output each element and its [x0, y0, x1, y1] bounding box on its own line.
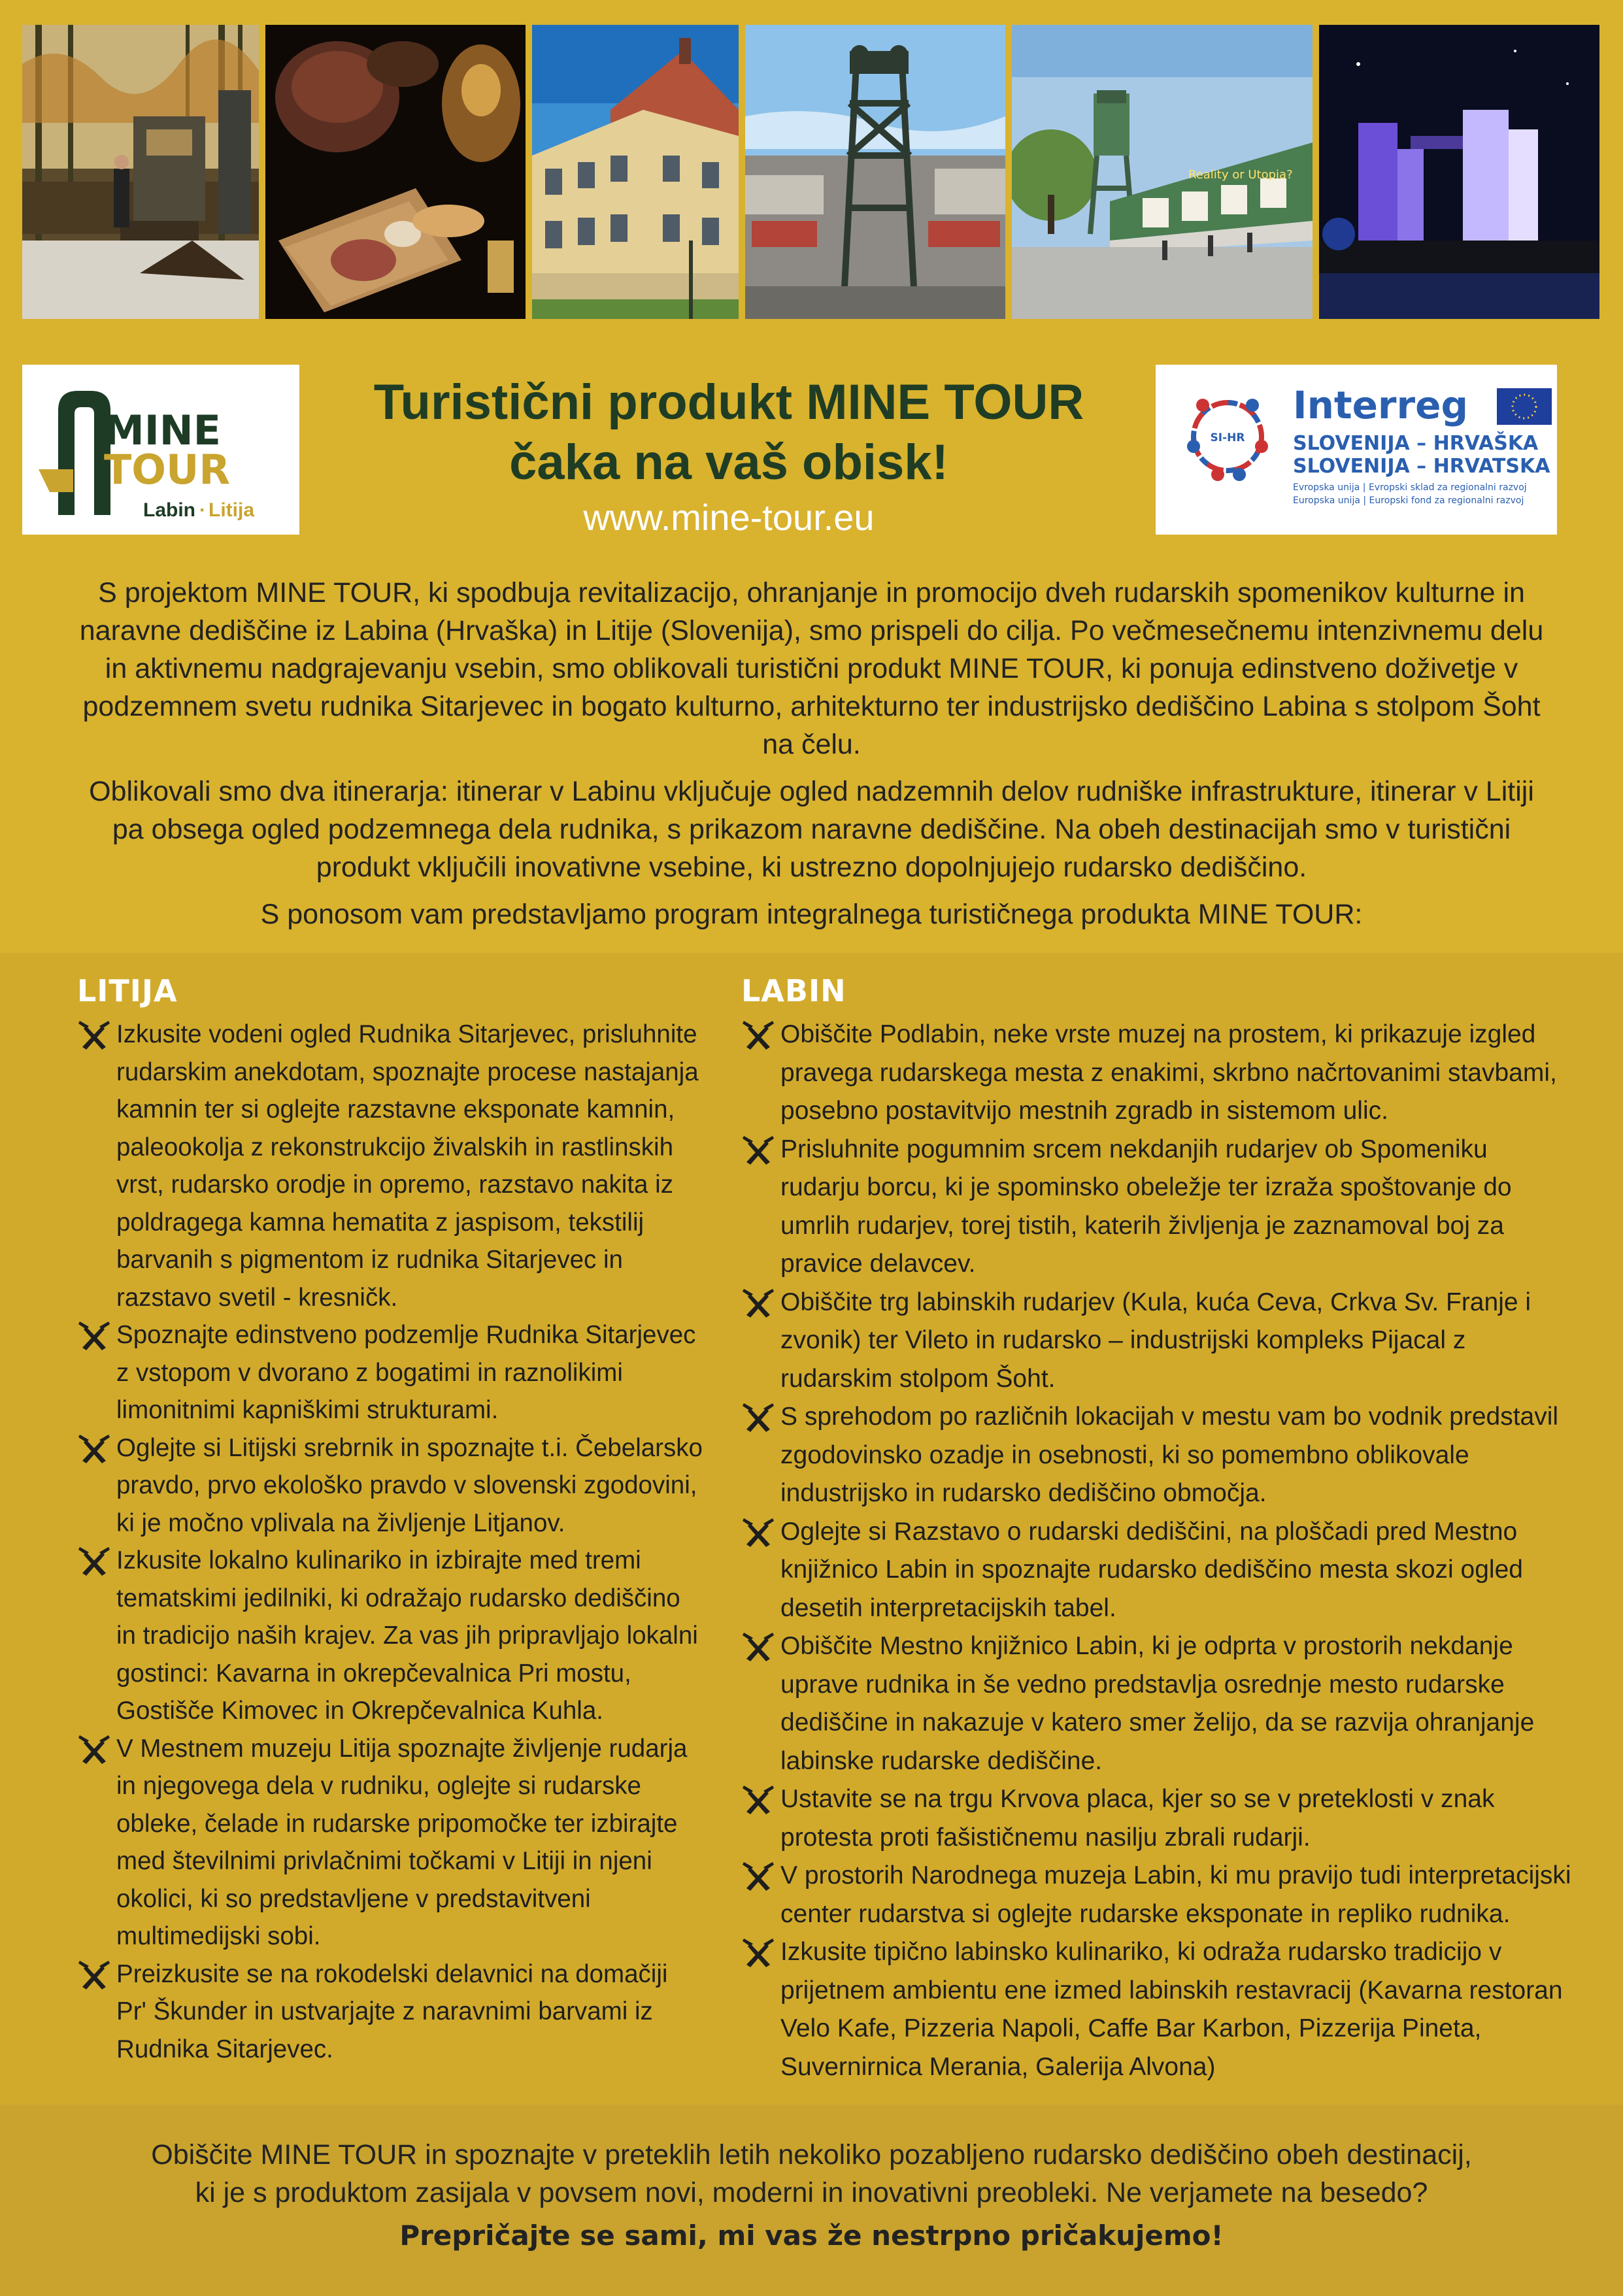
labin-item-text: Obiščite trg labinskih rudarjev (Kula, kuća Ceva, Crkva Sv. Franje i zvonik) ter Vileto in rudarsko – industrijski kompleks Pijacal z rudarskim stolpom Šoht. — [780, 1288, 1531, 1393]
litija-item-text: Preizkusite se na rokodelski delavnici na domačiji Pr' Škunder in ustvarjajte z naravnimi barvami iz Rudnika Sitarjevec. — [116, 1959, 668, 2063]
labin-list — [741, 1016, 1571, 2086]
labin-item-text: Obiščite Mestno knjižnico Labin, ki je odprta v prostorih nekdanje uprave rudnika in še vedno predstavlja osrednje mesto rudarske dediščine in nakazuje v katero smer želijo, da se razvija ohranjanje labinske rudarske dediščine. — [780, 1632, 1535, 1775]
interreg-logo-mark — [1156, 365, 1557, 535]
hammer-pick-icon — [741, 1937, 775, 1967]
litija-column — [77, 973, 705, 2068]
hammer-pick-icon — [741, 1135, 775, 1165]
list-item — [741, 1016, 1571, 1131]
miner-helmet-food-photo — [265, 25, 526, 319]
intro-paragraph-1: S projektom MINE TOUR, ki spodbuja revitalizacijo, ohranjanje in promocijo dveh rudarskih spomenikov kulturne in naravne dediščine iz Labina (Hrvaška) in Litije (Slovenija), smo prispeli do cilja. Po večmesečnemu intenzivnemu delu in aktivnemu nadgrajevanju vsebin, smo oblikovali turistični produkt MINE TOUR, ki ponuja edinstveno doživetje v podzemnem svetu rudnika Sitarjevec in bogato kulturno, arhitekturno ter industrijsko dediščino Labina s stolpom Šoht na čelu. — [79, 577, 1544, 760]
si-hr-badge: SI-HR — [1210, 431, 1245, 444]
litija-heading: LITIJA — [77, 973, 178, 1008]
labin-item-text: S sprehodom po različnih lokacijah v mestu vam bo vodnik predstavil zgodovinsko ozadje in osebnosti, ki so pomembno oblikovale industrijsko in rudarsko dediščino območja. — [780, 1403, 1559, 1507]
interreg-line1: SLOVENIJA – HRVAŠKA — [1293, 432, 1539, 455]
hammer-pick-icon — [77, 1320, 111, 1350]
forest-monument-photo — [22, 25, 259, 319]
website-url[interactable]: www.mine-tour.eu — [583, 497, 875, 538]
night-monument-photo — [1319, 25, 1599, 319]
list-item — [77, 1730, 705, 1955]
footer-cta: Prepričajte se sami, mi vas že nestrpno pričakujemo! — [399, 2220, 1224, 2252]
hammer-pick-icon — [741, 1020, 775, 1050]
mine-tour-logo — [22, 365, 299, 535]
exhibition-plaza-photo — [1012, 25, 1313, 319]
litija-item-text: Spoznajte edinstveno podzemlje Rudnika Sitarjevec z vstopom v dvorano z bogatimi in raznolikimi limonitnimi kapniškimi strukturami. — [116, 1321, 696, 1424]
interreg-small2: Europska unija | Europski fond za regionalni razvoj — [1293, 495, 1524, 506]
list-item — [77, 1955, 705, 2069]
list-item — [77, 1429, 705, 1542]
historic-building-photo — [532, 25, 739, 319]
list-item — [77, 1316, 705, 1429]
labin-item-text: Izkusite tipično labinsko kulinariko, ki odraža rudarsko tradicijo v prijetnem ambientu ene izmed labinskih restavracij (Kavarna restoran Velo Kafe, Pizzeria Napoli, Caffe Bar Karbon, Pizzerija Pineta, Suvernirnica Merania, Galerija Alvona) — [780, 1938, 1563, 2081]
mine-tour-logo-mark — [22, 365, 299, 535]
labin-item-text: Obiščite Podlabin, neke vrste muzej na prostem, ki prikazuje izgled pravega rudarskega mesta z enakimi, skrbno načrtovanimi stavbami, posebno postavitvijo mestnih zgradb in sistemom ulic. — [780, 1020, 1557, 1125]
hammer-pick-icon — [741, 1861, 775, 1891]
footer-text — [0, 2136, 1623, 2212]
litija-item-text: Izkusite lokalno kulinariko in izbirajte med tremi tematskimi jedilniki, ki odražajo rudarsko dediščino in tradicijo naših krajev. Za vas jih pripravljajo lokalni gostinci: Kavarna in okrepčevalnica Pri mostu, Gostišče Kimovec in Okrepčevalnica Kuhla. — [116, 1546, 698, 1725]
intro-paragraph-2: Oblikovali smo dva itinerarja: itinerar v Labinu vključuje ogled nadzemnih delov rudniške infrastrukture, itinerar v Litiji pa obsega ogled podzemnega dela rudnika, s prikazom naravne dediščine. Na obeh destinacijah smo v turistični produkt vključili inovativne vsebine, ki ustrezno dopolnjujejo rudarsko dediščino. — [89, 776, 1534, 883]
list-item — [741, 1933, 1571, 2086]
list-item — [741, 1780, 1571, 1857]
list-item — [741, 1513, 1571, 1628]
litija-item-text: Oglejte si Litijski srebrnik in spoznajte t.i. Čebelarsko pravdo, prvo ekološko pravdo v slovenski zgodovini, ki je močno vplivala na življenje Litjanov. — [116, 1433, 703, 1537]
page-title — [307, 373, 1150, 493]
list-item — [741, 1627, 1571, 1780]
hammer-pick-icon — [77, 1433, 111, 1463]
logo-sub-litija: Litija — [209, 499, 255, 521]
logo-line1: MINE — [104, 407, 222, 454]
labin-column — [741, 973, 1571, 2086]
litija-item-text: Izkusite vodeni ogled Rudnika Sitarjevec, prisluhnite rudarskim anekdotam, spoznajte procese nastajanja kamnin ter si oglejte razstavne eksponate kamnin, paleookolja z rekonstrukcijo živalskih in rastlinskih vrst, rudarsko orodje in opremo, razstavo nakita iz poldragega kamna hematita z jaspisom, tekstilij barvanih s pigmentom iz rudnika Sitarjevec in razstavo svetil - kresničk. — [116, 1020, 699, 1312]
list-item — [77, 1016, 705, 1316]
hammer-pick-icon — [77, 1734, 111, 1764]
list-item — [77, 1542, 705, 1730]
intro-text — [72, 574, 1551, 933]
interreg-line2: SLOVENIJA – HRVATSKA — [1293, 455, 1550, 478]
footer-line-2: ki je s produktom zasijala v povsem novi, moderni in inovativni preobleki. Ne verjamete na besedo? — [195, 2177, 1428, 2208]
hammer-pick-icon — [77, 1546, 111, 1576]
labin-item-text: V prostorih Narodnega muzeja Labin, ki mu pravijo tudi interpretacijski center rudarstva si oglejte rudarske eksponate in repliko rudnika. — [780, 1861, 1571, 1928]
interreg-brand: Interreg — [1293, 383, 1468, 427]
title-line-1: Turistični produkt MINE TOUR — [373, 374, 1084, 430]
list-item — [741, 1857, 1571, 1933]
footer — [0, 2105, 1623, 2296]
hammer-pick-icon — [741, 1517, 775, 1547]
intro-paragraph-3: S ponosom vam predstavljamo program integralnega turističnega produkta MINE TOUR: — [260, 899, 1363, 930]
list-item — [741, 1131, 1571, 1284]
hammer-pick-icon — [741, 1631, 775, 1661]
svg-text:Reality or Utopia?: Reality or Utopia? — [1188, 168, 1293, 182]
logo-sub-dot: · — [199, 499, 206, 521]
labin-item-text: Prisluhnite pogumnim srcem nekdanjih rudarjev ob Spomeniku rudarju borcu, ki je spominsko obeležje ter izraža spoštovanje do umrlih rudarjev, torej tistih, katerih življenja je zaznamoval boj za pravice delavcev. — [780, 1135, 1512, 1278]
photo-strip — [22, 25, 1599, 319]
mine-shaft-tower-photo — [745, 25, 1005, 319]
litija-list — [77, 1016, 705, 2068]
hammer-pick-icon — [741, 1288, 775, 1318]
hammer-pick-icon — [741, 1402, 775, 1432]
hammer-pick-icon — [77, 1959, 111, 1989]
interreg-logo — [1156, 365, 1557, 535]
hammer-pick-icon — [77, 1020, 111, 1050]
labin-item-text: Oglejte si Razstavo o rudarski dediščini, na ploščadi pred Mestno knjižnico Labin in spoznajte rudarsko dediščino mesta skozi ogled desetih interpretacijskih tabel. — [780, 1517, 1523, 1622]
title-line-2: čaka na vaš obisk! — [509, 435, 948, 490]
labin-heading: LABIN — [741, 973, 846, 1008]
list-item — [741, 1398, 1571, 1513]
logo-line2: TOUR — [104, 446, 231, 493]
interreg-small1: Evropska unija | Evropski sklad za regionalni razvoj — [1293, 482, 1527, 493]
labin-item-text: Ustavite se na trgu Krvova placa, kjer so se v preteklosti v znak protesta proti fašističnemu nasilju zbrali rudarji. — [780, 1785, 1495, 1852]
list-item — [741, 1284, 1571, 1399]
eu-flag-icon — [1497, 388, 1552, 425]
program-section — [0, 953, 1623, 2105]
footer-line-1: Obiščite MINE TOUR in spoznajte v preteklih letih nekoliko pozabljeno rudarsko dediščino obeh destinacij, — [151, 2139, 1472, 2171]
hammer-pick-icon — [741, 1784, 775, 1814]
logo-sub-labin: Labin — [143, 499, 195, 521]
people-circle-icon — [1187, 399, 1268, 481]
litija-item-text: V Mestnem muzeju Litija spoznajte življenje rudarja in njegovega dela v rudniku, oglejte si rudarske obleke, čelade in rudarske pripomočke ter izbirajte med številnimi privlačnimi točkami v Litiji in njeni okolici, ki so predstavljene v predstavitveni multimedijski sobi. — [116, 1734, 688, 1950]
